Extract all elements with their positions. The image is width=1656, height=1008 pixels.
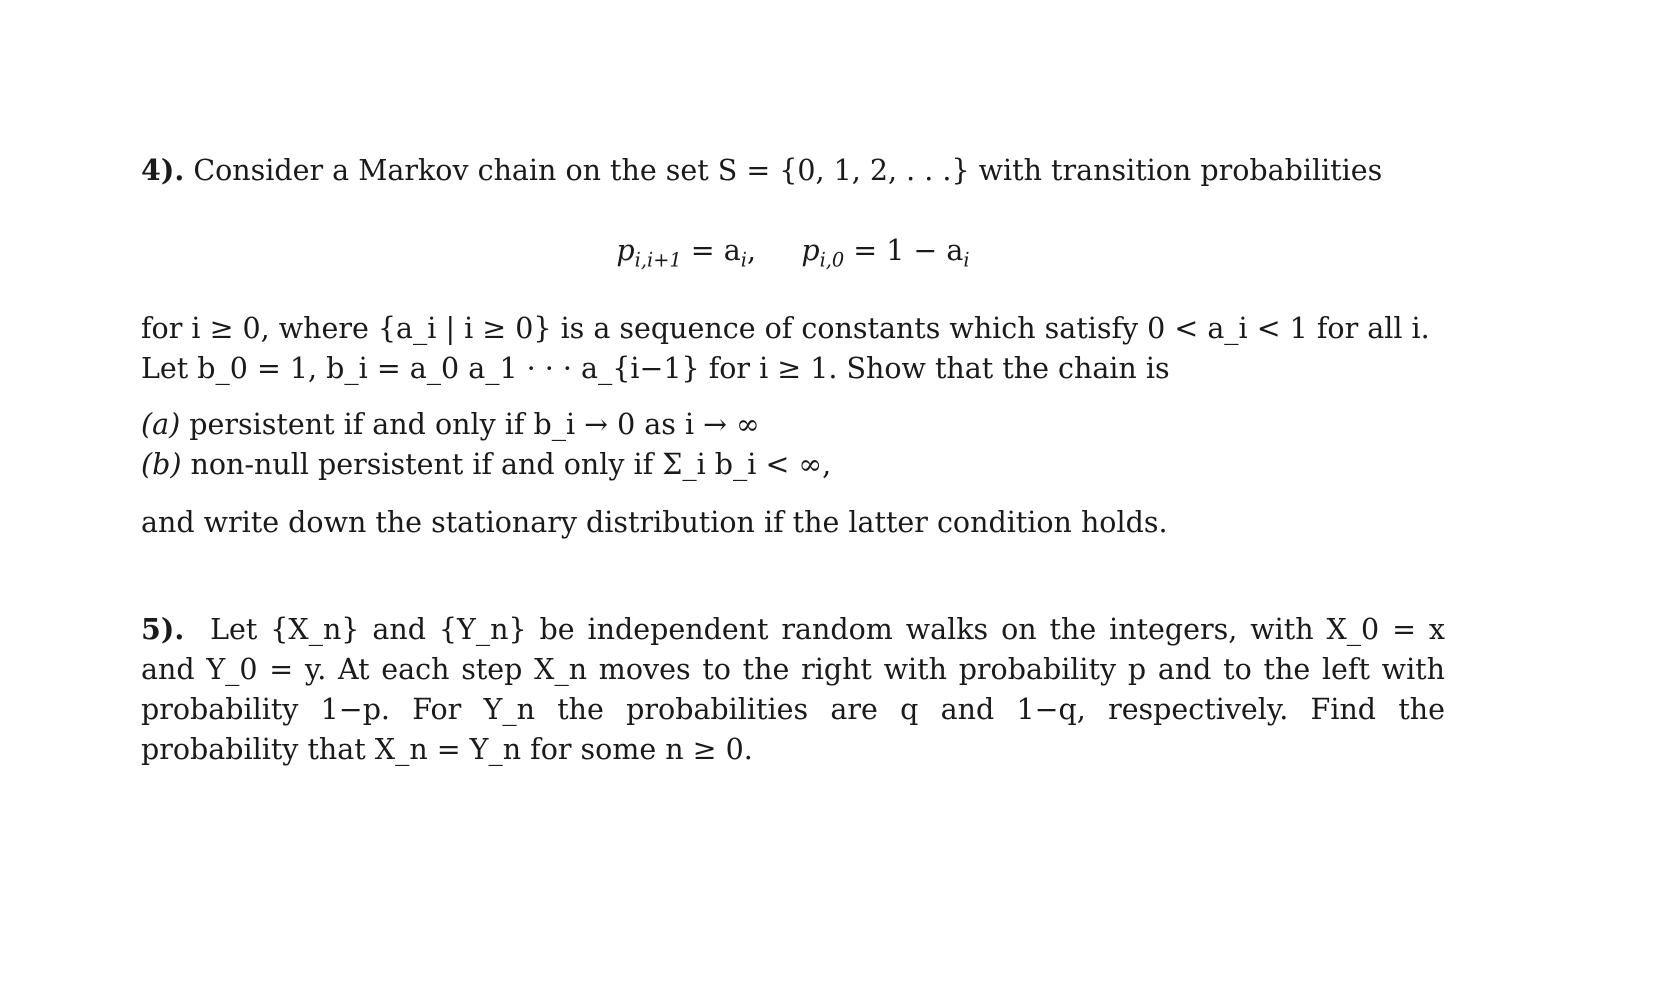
transition-probabilities-equation: $p_{i,i+1} = a_i$, $p_{i,0} = 1 - a_i$ — [616, 234, 970, 272]
item-b-tag: (b) — [141, 448, 182, 481]
problem-5-number: 5). — [141, 612, 185, 646]
item-b — [141, 445, 1445, 485]
condition-line-2: Let b_0 = 1, b_i = a_0 a_1 · · · a_{i−1} for i ≥ 1. Show that the chain is — [141, 352, 1170, 385]
condition-line-1: for i ≥ 0, where {a_i | i ≥ 0} is a sequence of constants which satisfy 0 < a_i < 1 for all i. — [141, 312, 1430, 345]
problem-5-text: Let {X_n} and {Y_n} be independent random walks on the integers, with X_0 = x and Y_0 = y. At each step X_n moves to the right with probability p and to the left with probability 1−p. For Y_n the probabilities are q and 1−q, respectively. Find the probability that X_n = Y_n for some n ≥ 0. — [141, 613, 1445, 766]
item-a-tag: (a) — [141, 408, 181, 441]
problem-4-items — [141, 405, 1445, 485]
problem-4-conditions — [141, 309, 1445, 389]
problem-4-closing: and write down the stationary distribution if the latter condition holds. — [141, 506, 1168, 539]
problem-5-paragraph — [141, 609, 1445, 770]
problem-4-number: 4). — [141, 153, 185, 187]
document-page — [141, 150, 1445, 770]
problem-5 — [141, 609, 1445, 770]
problem-4 — [141, 150, 1445, 543]
item-b-text: non-null persistent if and only if Σ_i b_i < ∞, — [190, 448, 832, 481]
problem-4-intro-paragraph — [141, 150, 1445, 191]
problem-4-intro: Consider a Markov chain on the set S = {0, 1, 2, . . .} with transition probabilities — [193, 154, 1383, 187]
item-a — [141, 405, 1445, 445]
item-a-text: persistent if and only if b_i → 0 as i → ∞ — [189, 408, 760, 441]
